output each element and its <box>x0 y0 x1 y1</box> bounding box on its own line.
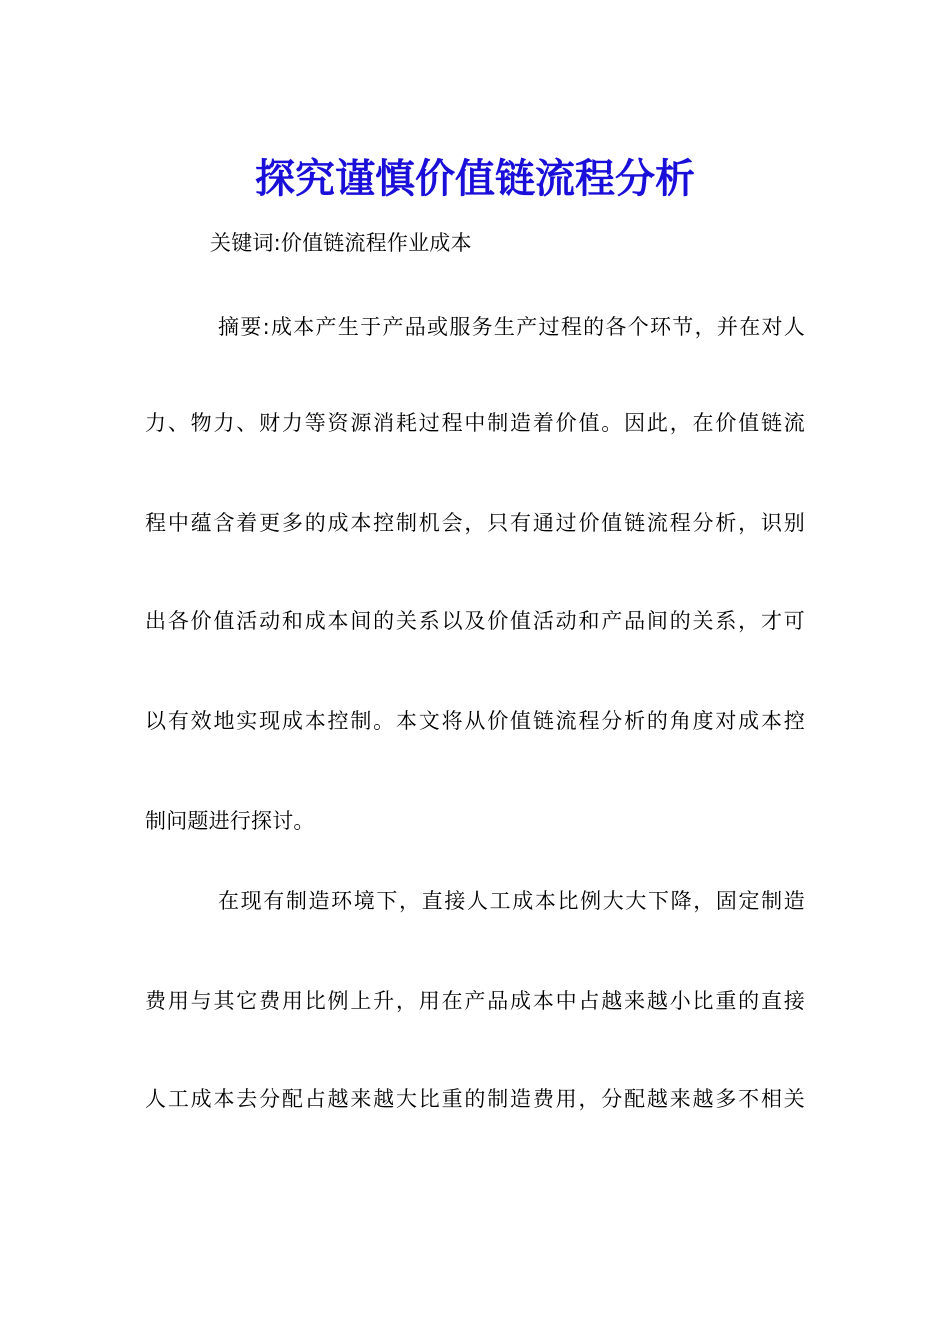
abstract-line: 力、物力、财力等资源消耗过程中制造着价值。因此，在价值链流 <box>145 411 805 435</box>
abstract-line: 程中蕴含着更多的成本控制机会，只有通过价值链流程分析，识别 <box>145 511 805 535</box>
keywords-line: 关键词:价值链流程作业成本 <box>210 231 472 255</box>
abstract-line: 以有效地实现成本控制。本文将从价值链流程分析的角度对成本控 <box>145 709 805 733</box>
page-title: 探究谨慎价值链流程分析 <box>255 154 695 202</box>
body-line: 人工成本去分配占越来越大比重的制造费用，分配越来越多不相关 <box>145 1087 805 1111</box>
abstract-line: 摘要:成本产生于产品或服务生产过程的各个环节，并在对人 <box>218 315 805 339</box>
body-line: 费用与其它费用比例上升，用在产品成本中占越来越小比重的直接 <box>145 989 805 1013</box>
body-line: 在现有制造环境下，直接人工成本比例大大下降，固定制造 <box>218 889 805 913</box>
abstract-line: 出各价值活动和成本间的关系以及价值活动和产品间的关系，才可 <box>145 609 805 633</box>
abstract-line: 制问题进行探讨。 <box>145 809 315 833</box>
